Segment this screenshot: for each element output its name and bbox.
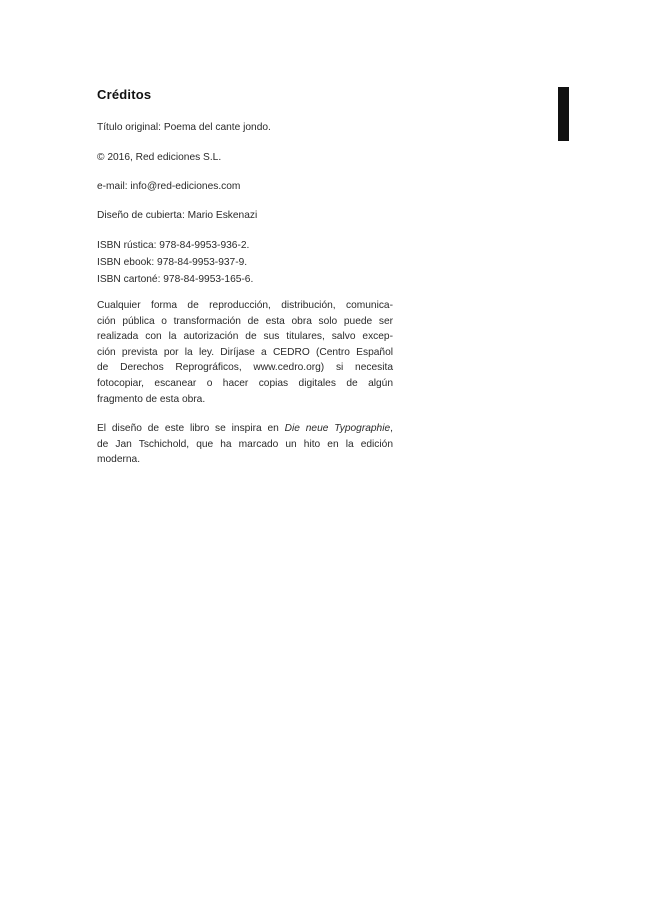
design-text: El diseño de este libro se inspira en xyxy=(97,423,285,434)
isbn-rustica: ISBN rústica: 978-84-9953-936-2. xyxy=(97,240,250,251)
rights-line: fragmento de esta obra. xyxy=(97,393,206,405)
design-line-1 xyxy=(97,421,393,437)
design-line-3: moderna. xyxy=(97,454,141,466)
rights-line: Cualquier forma de reproducción, distribución, comunica- xyxy=(97,300,393,311)
rights-line: ción pública o transformación de esta obra solo puede ser xyxy=(97,315,393,327)
design-comma: , xyxy=(390,423,393,434)
isbn-ebook: ISBN ebook: 978-84-9953-937-9. xyxy=(97,257,248,268)
design-line-2: de Jan Tschichold, que ha marcado un hito en la edición xyxy=(97,438,393,450)
page-title: Créditos xyxy=(97,87,152,102)
design-paragraph xyxy=(97,421,393,468)
copyright-notice: © 2016, Red ediciones S.L. xyxy=(97,152,222,163)
rights-line: de Derechos Reprográficos, www.cedro.org) si necesita xyxy=(97,362,393,374)
rights-line: realizada con la autorización de sus titulares, salvo excep- xyxy=(97,331,393,343)
rights-paragraph xyxy=(97,298,393,407)
rights-line: fotocopiar, escanear o hacer copias digitales de algún xyxy=(97,377,393,389)
page-edge-marker xyxy=(558,87,569,141)
original-title: Título original: Poema del cante jondo. xyxy=(97,122,271,133)
cover-design-credit: Diseño de cubierta: Mario Eskenazi xyxy=(97,210,258,221)
book-title-italic: Die neue Typographie xyxy=(284,423,391,434)
rights-line: ción prevista por la ley. Diríjase a CEDRO (Centro Español xyxy=(97,346,393,358)
email-line: e-mail: info@red-ediciones.com xyxy=(97,181,241,192)
isbn-cartone: ISBN cartoné: 978-84-9953-165-6. xyxy=(97,274,254,285)
